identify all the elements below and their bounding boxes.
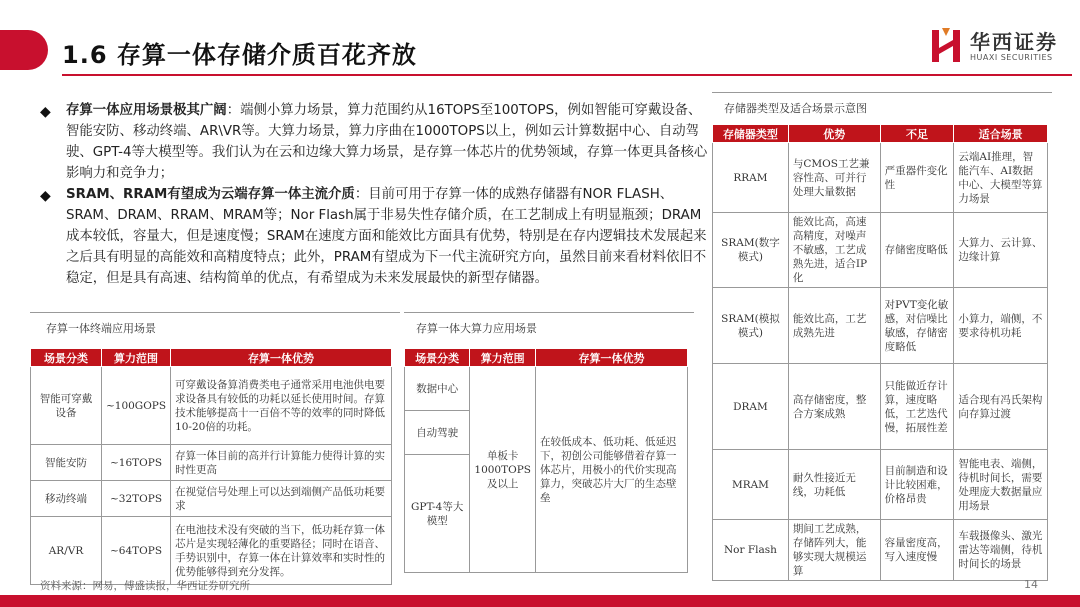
table-cell: 自动驾驶 bbox=[405, 411, 470, 455]
table-cell: 适合现有冯氏架构向存算过渡 bbox=[954, 364, 1048, 450]
table-cell: 智能安防 bbox=[31, 445, 102, 481]
table-cell: 耐久性接近无线，功耗低 bbox=[788, 450, 880, 520]
table-cell: GPT-4等大模型 bbox=[405, 455, 470, 573]
table-large-caption: 存算一体大算力应用场景 bbox=[416, 322, 537, 335]
table-cell: 车载摄像头、激光雷达等端侧，待机时间长的场景 bbox=[954, 520, 1048, 581]
table-cell: 大算力、云计算、边缘计算 bbox=[954, 213, 1048, 288]
table-row bbox=[405, 367, 688, 411]
bullet-item-media bbox=[38, 184, 710, 289]
table-cell: 对PVT变化敏感，对信噪比敏感，存储密度略低 bbox=[880, 288, 954, 364]
table-cell: ~16TOPS bbox=[101, 445, 170, 481]
table-cell: RRAM bbox=[713, 143, 789, 213]
table-row bbox=[713, 364, 1048, 450]
table-cell: 能效比高，高速高精度，对噪声不敏感，工艺成熟先进，适合IP化 bbox=[788, 213, 880, 288]
table-cell: 移动终端 bbox=[31, 481, 102, 517]
caption-rule bbox=[404, 312, 694, 313]
bullet-text: ：端侧小算力场景，算力范围约从16TOPS至100TOPS，例如智能可穿戴设备、智能安防、移动终端、AR\VR等。大算力场景，算力序曲在1000TOPS以上，例如云计算数据中心、自动驾驶、GPT-4等大模型等。我们认为在云和边缘大算力场景，是存算一体芯片的优势领域，存算一体更具备核心影响力和竞争力； bbox=[66, 103, 708, 181]
page-title: 1.6 存算一体存储介质百花齐放 bbox=[62, 41, 417, 69]
diamond-bullet-icon: ◆ bbox=[40, 104, 51, 120]
table-cell: AR/VR bbox=[31, 517, 102, 585]
table-cell: 存储密度略低 bbox=[880, 213, 954, 288]
source-note: 资料来源：网易，傅盛读报，华西证券研究所 bbox=[40, 580, 250, 592]
bullet-text: ：目前可用于存算一体的成熟存储器有NOR FLASH、SRAM、DRAM、RRAM、MRAM等；Nor Flash属于非易失性存储介质，在工艺制成上有明显瓶颈；DRAM成本较低，容量大，但是速度慢；SRAM在速度方面和能效比方面具有优势，特别是在存内逻辑技术发展起来之后具有明显的高能效和高精度特点；此外，PRAM有望成为下一代主流研究方向，虽然目前来看材料依旧不稳定，但是具有高速、结构简单的优点，有希望成为未来发展最快的新型存储器。 bbox=[66, 187, 707, 286]
table-cell: 在电池技术没有突破的当下，低功耗存算一体芯片是实现轻薄化的重要路径；同时在语音、手势识别中，存算一体在计算效率和实时性的优势能够得到充分发挥。 bbox=[171, 517, 392, 585]
table-row bbox=[713, 143, 1048, 213]
table-cell: 存算一体目前的高并行计算能力使得计算的实时性更高 bbox=[171, 445, 392, 481]
logo-text-en: HUAXI SECURITIES bbox=[970, 53, 1053, 62]
table-cell: 严重器件变化性 bbox=[880, 143, 954, 213]
bullet-heading-prefix: SRAM、RRAM bbox=[66, 187, 168, 202]
bullet-heading: 有望成为云端存算一体主流介质 bbox=[167, 187, 355, 202]
terminal-scenario-table bbox=[30, 348, 392, 585]
table-row bbox=[31, 517, 392, 585]
caption-rule bbox=[712, 92, 1052, 93]
table-cell: SRAM(模拟模式) bbox=[713, 288, 789, 364]
table-row bbox=[31, 481, 392, 517]
table-header: 优势 bbox=[788, 125, 880, 143]
table-cell: ~32TOPS bbox=[101, 481, 170, 517]
table-row bbox=[31, 445, 392, 481]
table-cell: MRAM bbox=[713, 450, 789, 520]
table-cell: 单板卡1000TOPS及以上 bbox=[470, 367, 536, 573]
table-header: 存算一体优势 bbox=[171, 349, 392, 367]
table-header: 存算一体优势 bbox=[535, 349, 687, 367]
table-row bbox=[713, 213, 1048, 288]
table-row bbox=[713, 520, 1048, 581]
table-cell: 容量密度高，写入速度慢 bbox=[880, 520, 954, 581]
table-cell: 高存储密度，整合方案成熟 bbox=[788, 364, 880, 450]
title-divider bbox=[62, 74, 1072, 76]
bullet-item-scenarios bbox=[38, 100, 710, 184]
table-cell: 在较低成本、低功耗、低延迟下，初创公司能够借着存算一体芯片，用极小的代价实现高算力，突破芯片大厂的生态壁垒 bbox=[535, 367, 687, 573]
table-cell: ~100GOPS bbox=[101, 367, 170, 445]
table-cell: ~64TOPS bbox=[101, 517, 170, 585]
table-cell: DRAM bbox=[713, 364, 789, 450]
table-cell: SRAM(数字模式) bbox=[713, 213, 789, 288]
memory-type-table bbox=[712, 124, 1048, 581]
table-row bbox=[31, 367, 392, 445]
table-cell: 与CMOS工艺兼容性高、可并行处理大量数据 bbox=[788, 143, 880, 213]
table-cell: 可穿戴设备算消费类电子通常采用电池供电要求设备具有较低的功耗以延长使用时间。存算技术能够提高十一百倍不等的效率的同时降低10-20倍的功耗。 bbox=[171, 367, 392, 445]
table-cell: 能效比高，工艺成熟先进 bbox=[788, 288, 880, 364]
table-header: 场景分类 bbox=[405, 349, 470, 367]
table-header: 存储器类型 bbox=[713, 125, 789, 143]
huaxi-logo-icon bbox=[930, 26, 962, 64]
table-cell: 智能电表、端侧，待机时间长，需要处理庞大数据量应用场景 bbox=[954, 450, 1048, 520]
bullet-heading: 存算一体应用场景极其广阔 bbox=[66, 103, 227, 118]
title-accent-bar bbox=[0, 30, 48, 70]
diamond-bullet-icon: ◆ bbox=[40, 188, 51, 204]
table-header: 算力范围 bbox=[101, 349, 170, 367]
large-compute-table bbox=[404, 348, 688, 573]
table-header: 场景分类 bbox=[31, 349, 102, 367]
table-cell: 智能可穿戴设备 bbox=[31, 367, 102, 445]
table-cell: 目前制造和设计比较困难，价格昂贵 bbox=[880, 450, 954, 520]
table-small-caption: 存算一体终端应用场景 bbox=[46, 322, 156, 335]
company-logo bbox=[930, 26, 1070, 70]
footer-bar bbox=[0, 595, 1080, 607]
table-header: 适合场景 bbox=[954, 125, 1048, 143]
table-row bbox=[713, 288, 1048, 364]
table-header: 不足 bbox=[880, 125, 954, 143]
table-cell: 数据中心 bbox=[405, 367, 470, 411]
table-cell: 云端AI推理，智能汽车、AI数据中心、大模型等算力场景 bbox=[954, 143, 1048, 213]
bullet-list bbox=[38, 100, 710, 289]
table-memory-caption: 存储器类型及适合场景示意图 bbox=[724, 102, 867, 115]
table-cell: 在视觉信号处理上可以达到端侧产品低功耗要求 bbox=[171, 481, 392, 517]
caption-rule bbox=[30, 312, 400, 313]
table-cell: 只能做近存计算，速度略低，工艺迭代慢，拓展性差 bbox=[880, 364, 954, 450]
table-cell: Nor Flash bbox=[713, 520, 789, 581]
table-header: 算力范围 bbox=[470, 349, 536, 367]
table-cell: 小算力，端侧，不要求待机功耗 bbox=[954, 288, 1048, 364]
page-number: 14 bbox=[1024, 578, 1038, 591]
table-cell: 期间工艺成熟，存储阵列大，能够实现大规模运算 bbox=[788, 520, 880, 581]
table-row bbox=[713, 450, 1048, 520]
logo-text-cn: 华西证券 bbox=[970, 30, 1058, 54]
